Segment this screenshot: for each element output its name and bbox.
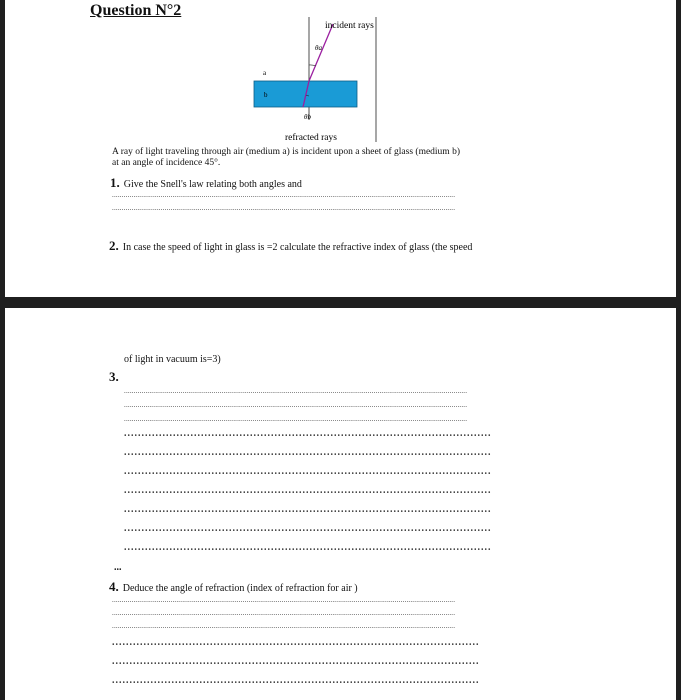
- medium-a-label: a: [263, 69, 267, 77]
- theta-a-label: θa: [315, 44, 322, 52]
- answer-line: .........................................................................................................: [124, 505, 492, 515]
- answer-line: ................................................................................................................................................................................: [124, 388, 468, 395]
- answer-line: .........................................................................................................: [124, 524, 492, 534]
- answer-line: .........................................................................................................: [124, 429, 492, 439]
- answer-line: ................................................................................................................................................................................: [112, 623, 456, 630]
- intro-text-line1: A ray of light traveling through air (medium a) is incident upon a sheet of glass (medium b): [112, 147, 460, 157]
- answer-line: ................................................................................................................................................................................: [124, 416, 468, 423]
- question-2: [109, 237, 472, 255]
- theta-b-label: θb: [304, 113, 311, 121]
- answer-line: .........................................................................................................: [124, 467, 492, 477]
- answer-line: ................................................................................................................................................................................: [112, 205, 456, 212]
- answer-line: .........................................................................................................: [124, 486, 492, 496]
- question-3-number: 3.: [109, 369, 119, 384]
- medium-b-label: b: [264, 91, 268, 99]
- ellipsis: ...: [114, 562, 122, 573]
- worksheet-page-1: [5, 0, 676, 297]
- refraction-diagram: [245, 12, 395, 147]
- answer-line: ................................................................................................................................................................................: [112, 610, 456, 617]
- question-4-text: Deduce the angle of refraction (index of refraction for air ): [122, 583, 358, 594]
- incident-ray: [309, 24, 333, 81]
- question-1: [110, 174, 302, 192]
- question-1-number: 1.: [110, 175, 120, 190]
- question-1-text: Give the Snell's law relating both angles and: [123, 179, 302, 190]
- worksheet-page-2: [5, 308, 676, 700]
- answer-line: .........................................................................................................: [124, 543, 492, 553]
- answer-line: ................................................................................................................................................................................: [112, 192, 456, 199]
- question-2-number: 2.: [109, 238, 119, 253]
- answer-line: .........................................................................................................: [112, 676, 480, 686]
- answer-line: .........................................................................................................: [124, 448, 492, 458]
- refracted-rays-label: refracted rays: [285, 133, 337, 143]
- answer-line: .........................................................................................................: [112, 657, 480, 667]
- incident-rays-label: incident rays: [325, 21, 374, 31]
- answer-line: ................................................................................................................................................................................: [124, 402, 468, 409]
- answer-line: .........................................................................................................: [112, 638, 480, 648]
- question-2-text: In case the speed of light in glass is =2 calculate the refractive index of glass (the speed: [122, 242, 473, 253]
- intro-text-line2: at an angle of incidence 45°.: [112, 158, 221, 168]
- question-4: [109, 578, 358, 596]
- question-4-number: 4.: [109, 579, 119, 594]
- question-2-continuation: of light in vacuum is=3): [124, 354, 221, 365]
- answer-line: ................................................................................................................................................................................: [112, 597, 456, 604]
- question-title: Question N°2: [90, 2, 182, 19]
